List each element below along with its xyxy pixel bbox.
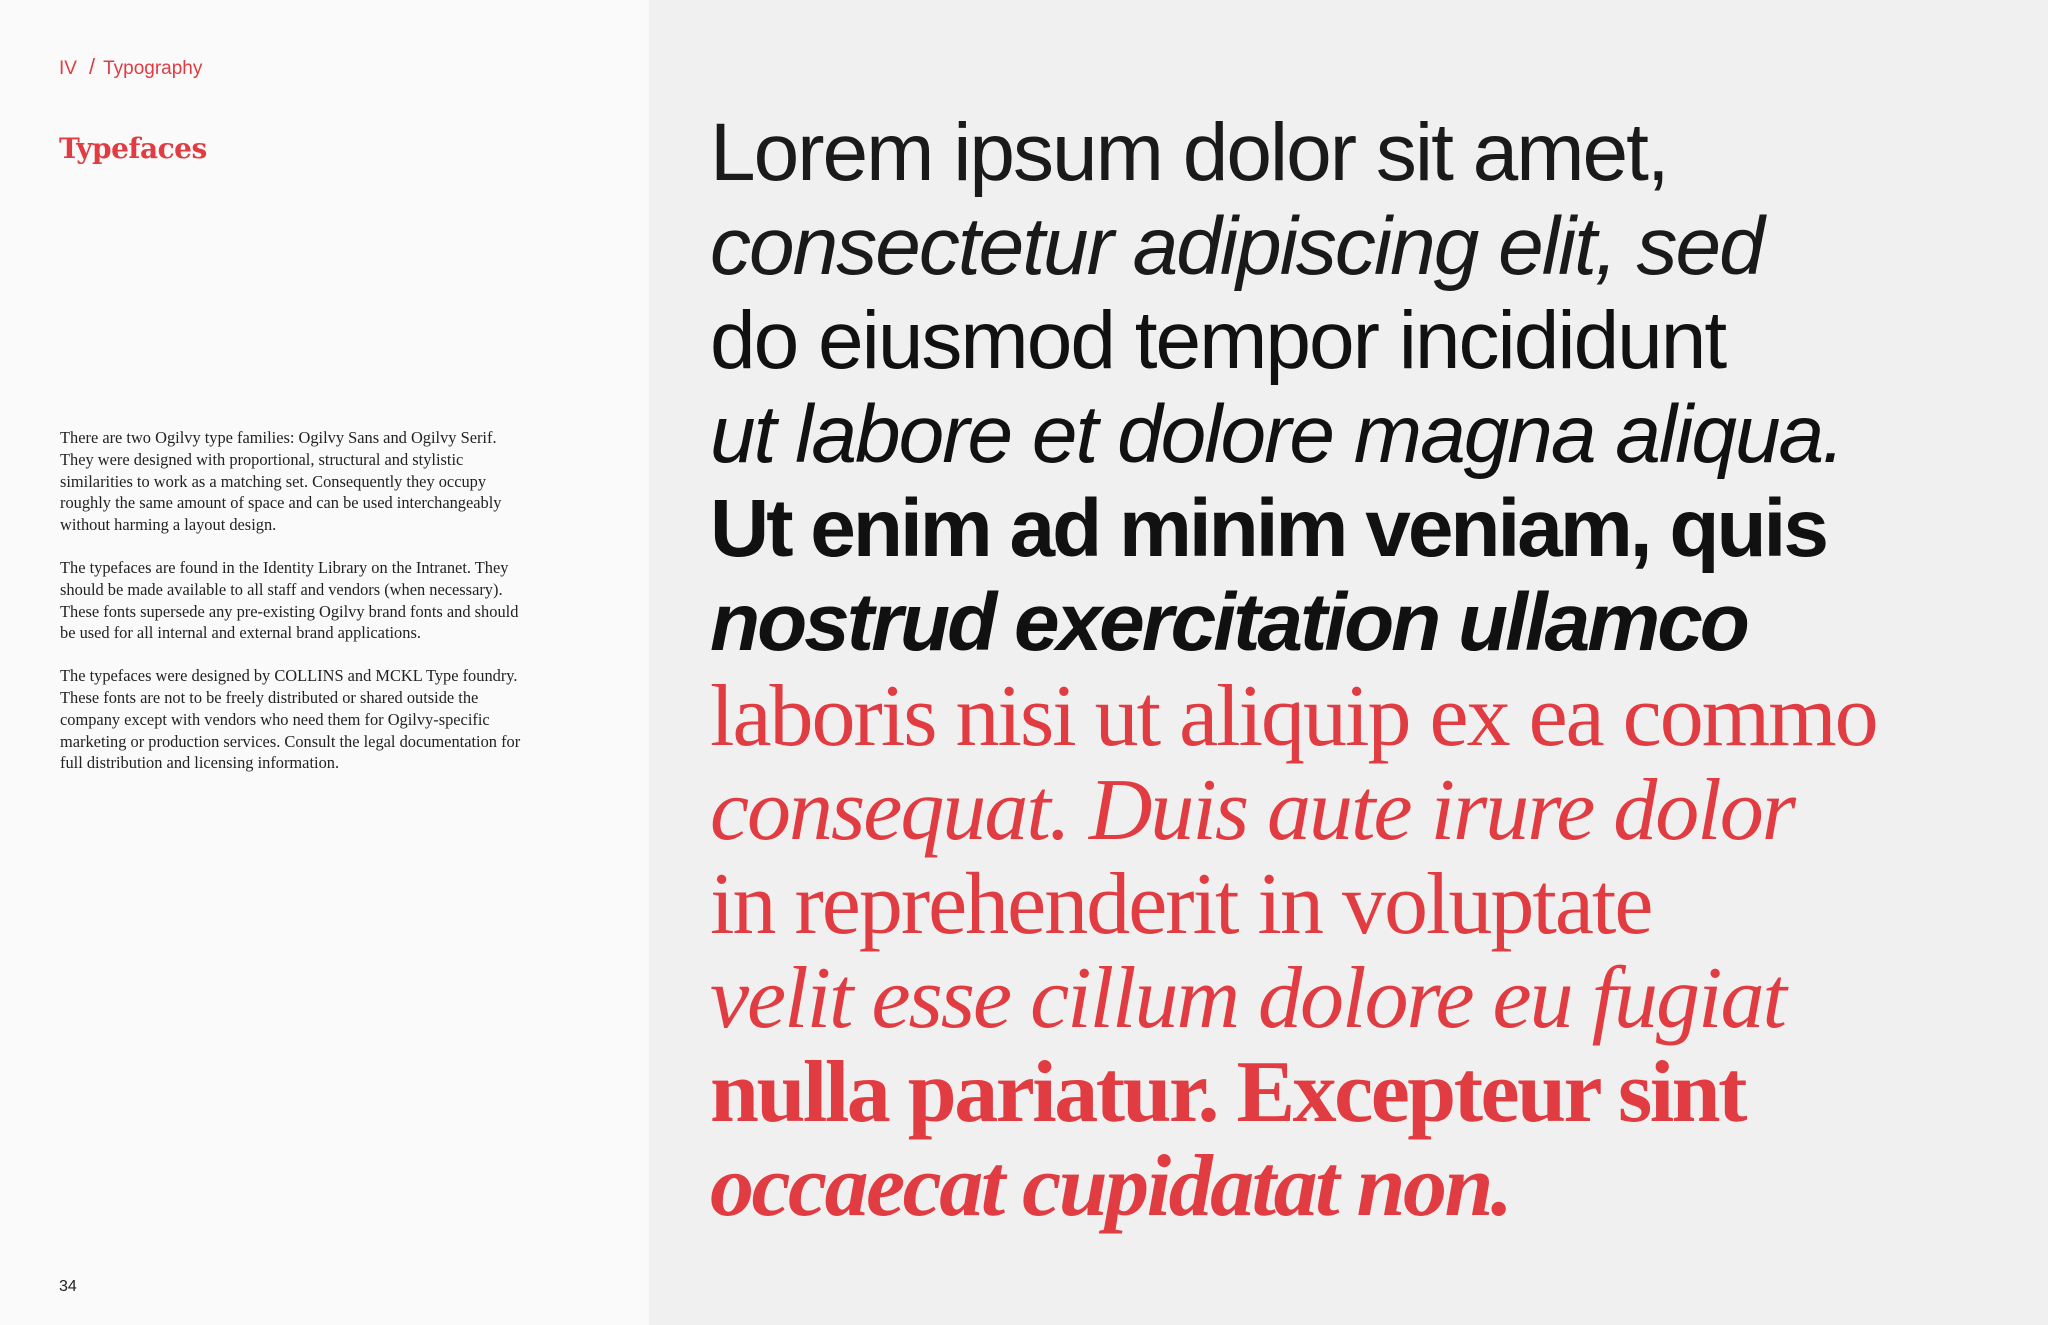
body-copy bbox=[60, 427, 530, 795]
specimen-sans-bold: Ut enim ad minim veniam, quis bbox=[710, 483, 1826, 574]
specimen-sans-bold-italic: nostrud exercitation ullamco bbox=[710, 577, 1747, 668]
breadcrumb-chapter: IV bbox=[59, 58, 77, 79]
body-paragraph-2: The typefaces are found in the Identity Library on the Intranet. They should be made available to all staff and vendors (when necessary). These fonts supersede any pre-existing Ogilvy brand fonts and should be used for all internal and external brand applications. bbox=[60, 557, 519, 643]
body-paragraph-3: The typefaces were designed by COLLINS and MCKL Type foundry. These fonts are not to be freely distributed or shared outside the company except with vendors who need them for Ogilvy-specific marketing or production services. Consult the legal documentation for full distribution and licensing information. bbox=[60, 666, 521, 773]
specimen-serif-light: laboris nisi ut aliquip ex ea commo bbox=[710, 668, 1877, 765]
page-title: Typefaces bbox=[59, 132, 207, 165]
breadcrumb bbox=[59, 54, 202, 80]
body-paragraph-1: There are two Ogilvy type families: Ogilvy Sans and Ogilvy Serif. They were designed with proportional, structural and stylistic similarities to work as a matching set. Consequently they occupy roughly the same amount of space and can be used interchangeably without harming a layout design. bbox=[60, 428, 502, 535]
breadcrumb-section: Typography bbox=[103, 58, 203, 79]
specimen-serif-bold: nulla pariatur. Excepteur sint bbox=[710, 1044, 1745, 1141]
specimen-serif-bold-italic: occaecat cupidatat non. bbox=[710, 1138, 1511, 1235]
page-number: 34 bbox=[59, 1278, 77, 1295]
left-page bbox=[0, 0, 649, 1325]
specimen-serif-light-italic: consequat. Duis aute irure dolor bbox=[710, 762, 1794, 859]
specimen-sans-regular: do eiusmod tempor incididunt bbox=[710, 295, 1726, 386]
type-specimen bbox=[710, 106, 2030, 1234]
breadcrumb-separator: / bbox=[88, 54, 96, 79]
specimen-serif-italic: velit esse cillum dolore eu fugiat bbox=[710, 950, 1785, 1047]
specimen-sans-italic: ut labore et dolore magna aliqua. bbox=[710, 389, 1843, 480]
specimen-sans-light-italic: consectetur adipiscing elit, sed bbox=[710, 201, 1763, 292]
specimen-serif-regular: in reprehenderit in voluptate bbox=[710, 856, 1652, 953]
specimen-sans-light: Lorem ipsum dolor sit amet, bbox=[710, 107, 1668, 198]
